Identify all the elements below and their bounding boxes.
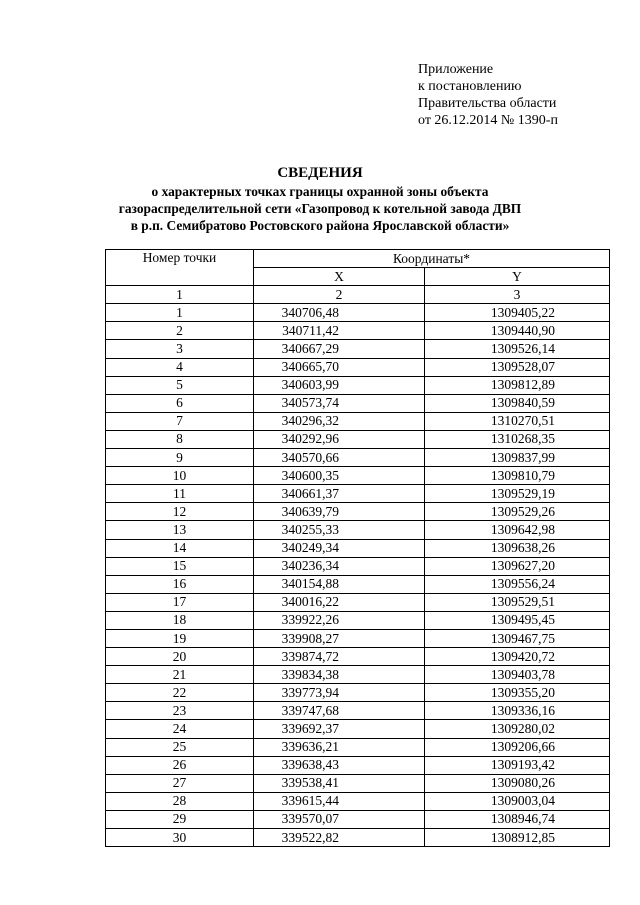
point-number-cell: 1 xyxy=(106,304,254,322)
x-coordinate-cell: 339538,41 xyxy=(254,774,425,792)
y-coordinate-cell: 1309529,51 xyxy=(425,593,610,611)
x-coordinate-cell: 340292,96 xyxy=(254,430,425,448)
y-coordinate-cell: 1309627,20 xyxy=(425,557,610,575)
table-row xyxy=(106,829,610,847)
y-coordinate-cell: 1308912,85 xyxy=(425,829,610,847)
point-number-cell: 20 xyxy=(106,648,254,666)
point-number-cell: 15 xyxy=(106,557,254,575)
table-row xyxy=(106,810,610,828)
table-row xyxy=(106,412,610,430)
header-coordinates: Координаты* xyxy=(254,250,610,268)
column-numbers-row xyxy=(106,286,610,304)
point-number-cell: 30 xyxy=(106,829,254,847)
point-number-cell: 8 xyxy=(106,430,254,448)
x-coordinate-cell: 340639,79 xyxy=(254,503,425,521)
table-row xyxy=(106,340,610,358)
x-coordinate-cell: 340573,74 xyxy=(254,394,425,412)
point-number-cell: 21 xyxy=(106,666,254,684)
point-number-cell: 29 xyxy=(106,810,254,828)
table-row xyxy=(106,684,610,702)
x-coordinate-cell: 340706,48 xyxy=(254,304,425,322)
x-coordinate-cell: 339522,82 xyxy=(254,829,425,847)
table-body xyxy=(106,304,610,847)
y-coordinate-cell: 1309336,16 xyxy=(425,702,610,720)
point-number-cell: 5 xyxy=(106,376,254,394)
y-coordinate-cell: 1309638,26 xyxy=(425,539,610,557)
x-coordinate-cell: 340603,99 xyxy=(254,376,425,394)
point-number-cell: 2 xyxy=(106,322,254,340)
y-coordinate-cell: 1309529,19 xyxy=(425,485,610,503)
appendix-line-2: к постановлению xyxy=(418,79,522,94)
table-row xyxy=(106,792,610,810)
x-coordinate-cell: 340296,32 xyxy=(254,412,425,430)
x-coordinate-cell: 340711,42 xyxy=(254,322,425,340)
point-number-cell: 11 xyxy=(106,485,254,503)
point-number-cell: 9 xyxy=(106,449,254,467)
x-coordinate-cell: 340249,34 xyxy=(254,539,425,557)
table-row xyxy=(106,593,610,611)
header-y: Y xyxy=(425,268,610,286)
table-row xyxy=(106,521,610,539)
point-number-cell: 7 xyxy=(106,412,254,430)
point-number-cell: 19 xyxy=(106,629,254,647)
x-coordinate-cell: 339834,38 xyxy=(254,666,425,684)
y-coordinate-cell: 1309495,45 xyxy=(425,611,610,629)
table-row xyxy=(106,304,610,322)
table-header xyxy=(106,250,610,304)
heading-line-1: о характерных точках границы охранной зоны объекта xyxy=(151,184,489,199)
y-coordinate-cell: 1309526,14 xyxy=(425,340,610,358)
x-coordinate-cell: 339570,07 xyxy=(254,810,425,828)
x-coordinate-cell: 339874,72 xyxy=(254,648,425,666)
table-row xyxy=(106,629,610,647)
y-coordinate-cell: 1309837,99 xyxy=(425,449,610,467)
table-row xyxy=(106,720,610,738)
column-number-2: 2 xyxy=(254,286,425,304)
y-coordinate-cell: 1309403,78 xyxy=(425,666,610,684)
table-row xyxy=(106,702,610,720)
y-coordinate-cell: 1310270,51 xyxy=(425,412,610,430)
point-number-cell: 10 xyxy=(106,467,254,485)
column-number-3: 3 xyxy=(425,286,610,304)
point-number-cell: 14 xyxy=(106,539,254,557)
y-coordinate-cell: 1308946,74 xyxy=(425,810,610,828)
table-row xyxy=(106,611,610,629)
y-coordinate-cell: 1309206,66 xyxy=(425,738,610,756)
coordinates-table xyxy=(105,249,610,847)
y-coordinate-cell: 1309556,24 xyxy=(425,575,610,593)
table-row xyxy=(106,358,610,376)
header-x: X xyxy=(254,268,425,286)
point-number-cell: 28 xyxy=(106,792,254,810)
table-row xyxy=(106,430,610,448)
x-coordinate-cell: 339638,43 xyxy=(254,756,425,774)
y-coordinate-cell: 1309440,90 xyxy=(425,322,610,340)
table-row xyxy=(106,376,610,394)
table-row xyxy=(106,756,610,774)
x-coordinate-cell: 340016,22 xyxy=(254,593,425,611)
point-number-cell: 16 xyxy=(106,575,254,593)
x-coordinate-cell: 340667,29 xyxy=(254,340,425,358)
y-coordinate-cell: 1309280,02 xyxy=(425,720,610,738)
table-row xyxy=(106,666,610,684)
table-row xyxy=(106,485,610,503)
y-coordinate-cell: 1309642,98 xyxy=(425,521,610,539)
y-coordinate-cell: 1309529,26 xyxy=(425,503,610,521)
point-number-cell: 17 xyxy=(106,593,254,611)
x-coordinate-cell: 339773,94 xyxy=(254,684,425,702)
y-coordinate-cell: 1309355,20 xyxy=(425,684,610,702)
point-number-cell: 3 xyxy=(106,340,254,358)
point-number-cell: 12 xyxy=(106,503,254,521)
x-coordinate-cell: 340665,70 xyxy=(254,358,425,376)
x-coordinate-cell: 340154,88 xyxy=(254,575,425,593)
point-number-cell: 13 xyxy=(106,521,254,539)
heading-line-3: в р.п. Семибратово Ростовского района Ярославской области» xyxy=(130,218,510,233)
x-coordinate-cell: 340661,37 xyxy=(254,485,425,503)
point-number-cell: 6 xyxy=(106,394,254,412)
appendix-note xyxy=(418,61,558,129)
y-coordinate-cell: 1309840,59 xyxy=(425,394,610,412)
y-coordinate-cell: 1309405,22 xyxy=(425,304,610,322)
y-coordinate-cell: 1309080,26 xyxy=(425,774,610,792)
table-row xyxy=(106,539,610,557)
table-row xyxy=(106,774,610,792)
x-coordinate-cell: 339908,27 xyxy=(254,629,425,647)
x-coordinate-cell: 339692,37 xyxy=(254,720,425,738)
point-number-cell: 25 xyxy=(106,738,254,756)
appendix-line-1: Приложение xyxy=(418,62,494,77)
table-row xyxy=(106,557,610,575)
y-coordinate-cell: 1310268,35 xyxy=(425,430,610,448)
table-row xyxy=(106,467,610,485)
table-row xyxy=(106,575,610,593)
x-coordinate-cell: 340570,66 xyxy=(254,449,425,467)
column-number-1: 1 xyxy=(106,286,254,304)
x-coordinate-cell: 339636,21 xyxy=(254,738,425,756)
y-coordinate-cell: 1309528,07 xyxy=(425,358,610,376)
y-coordinate-cell: 1309467,75 xyxy=(425,629,610,647)
table-row xyxy=(106,738,610,756)
point-number-cell: 23 xyxy=(106,702,254,720)
heading-line-2: газораспределительной сети «Газопровод к котельной завода ДВП xyxy=(118,201,522,216)
x-coordinate-cell: 340600,35 xyxy=(254,467,425,485)
point-number-cell: 22 xyxy=(106,684,254,702)
point-number-cell: 26 xyxy=(106,756,254,774)
appendix-line-4: от 26.12.2014 № 1390-п xyxy=(418,113,558,128)
document-title: СВЕДЕНИЯ xyxy=(277,165,363,181)
x-coordinate-cell: 340255,33 xyxy=(254,521,425,539)
point-number-cell: 18 xyxy=(106,611,254,629)
y-coordinate-cell: 1309193,42 xyxy=(425,756,610,774)
table-row xyxy=(106,322,610,340)
header-point-number: Номер точки xyxy=(106,250,254,286)
y-coordinate-cell: 1309810,79 xyxy=(425,467,610,485)
appendix-line-3: Правительства области xyxy=(418,96,557,111)
table-row xyxy=(106,394,610,412)
point-number-cell: 4 xyxy=(106,358,254,376)
y-coordinate-cell: 1309812,89 xyxy=(425,376,610,394)
x-coordinate-cell: 339922,26 xyxy=(254,611,425,629)
table-row xyxy=(106,503,610,521)
table-row xyxy=(106,648,610,666)
x-coordinate-cell: 339747,68 xyxy=(254,702,425,720)
y-coordinate-cell: 1309420,72 xyxy=(425,648,610,666)
point-number-cell: 24 xyxy=(106,720,254,738)
table-row xyxy=(106,449,610,467)
x-coordinate-cell: 340236,34 xyxy=(254,557,425,575)
y-coordinate-cell: 1309003,04 xyxy=(425,792,610,810)
header-row xyxy=(106,250,610,268)
point-number-cell: 27 xyxy=(106,774,254,792)
document-heading xyxy=(100,164,540,234)
x-coordinate-cell: 339615,44 xyxy=(254,792,425,810)
